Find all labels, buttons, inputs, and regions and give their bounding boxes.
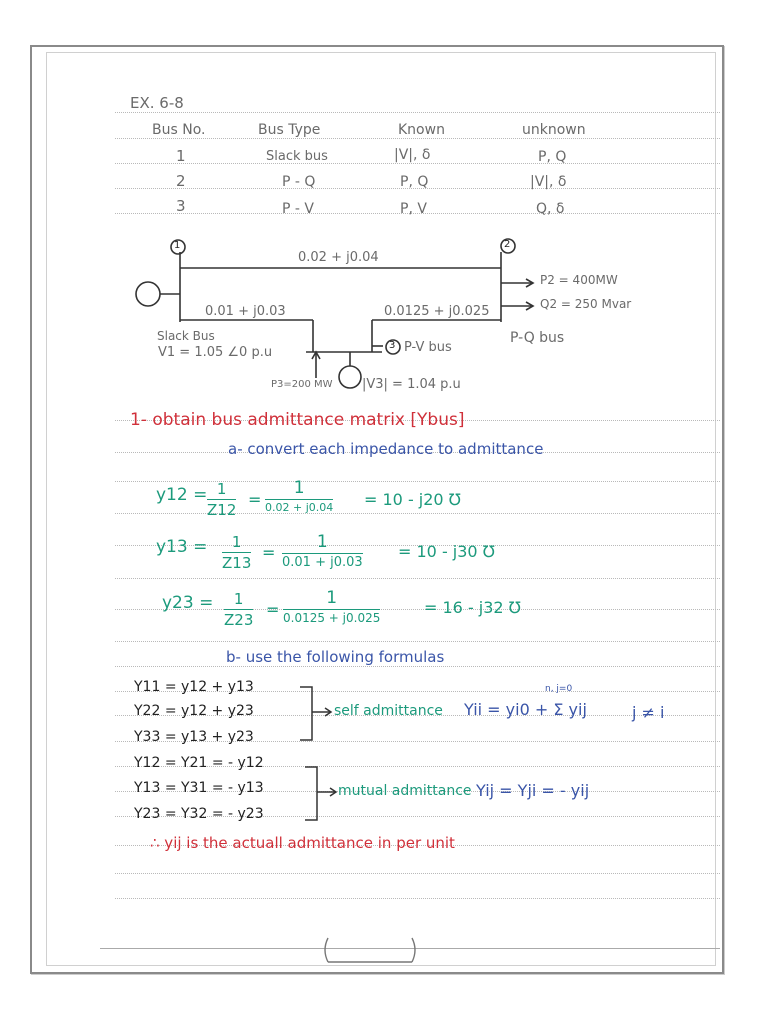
- row2-bus: 2: [176, 172, 186, 190]
- self-sum-limits: n, j=0: [545, 684, 573, 694]
- row3-known: P, V: [400, 201, 427, 217]
- pv-bus-label: P-V bus: [404, 340, 452, 355]
- bus1-number: 1: [174, 240, 181, 251]
- example-label: EX. 6-8: [130, 94, 184, 112]
- pq-bus-label: P-Q bus: [510, 330, 565, 346]
- row2-known: P, Q: [400, 174, 429, 190]
- step-b-heading: b- use the following formulas: [226, 648, 445, 666]
- y23-frac2: 1 0.0125 + j0.025: [283, 588, 381, 625]
- q2-label: Q2 = 250 Mvar: [540, 297, 632, 311]
- row1-type: Slack bus: [266, 149, 328, 164]
- p2-label: P2 = 400MW: [540, 273, 618, 287]
- y12-frac1: $\frac{1}{Z12}$: [207, 480, 237, 519]
- v1-label: V1 = 1.05 ∠0 p.u: [158, 345, 273, 360]
- y13-frac1: $\frac{1}{Z13}$: [222, 533, 252, 572]
- y23-frac1: $\frac{1}{Z23}$: [224, 590, 254, 629]
- y13-mutual-formula: Y13 = Y31 = - y13: [134, 780, 264, 796]
- y13-result: = 10 - j30 ℧: [398, 542, 495, 561]
- bus3-number: 3: [389, 340, 396, 351]
- bus2-number: 2: [504, 239, 511, 250]
- row3-type: P - V: [282, 201, 314, 217]
- y13-frac2: 1 0.01 + j0.03: [282, 532, 363, 570]
- header-known: Known: [398, 122, 445, 138]
- p3-label: P3=200 MW: [271, 379, 333, 390]
- note-line: ∴ yij is the actuall admittance in per unit: [150, 834, 455, 852]
- header-unknown: unknown: [522, 122, 586, 138]
- y12-result: = 10 - j20 ℧: [364, 490, 461, 509]
- row1-bus: 1: [176, 147, 186, 165]
- row2-type: P - Q: [282, 174, 316, 190]
- self-admittance-label: self admittance: [334, 703, 443, 719]
- y12-mutual-formula: Y12 = Y21 = - y12: [134, 755, 264, 771]
- row3-bus: 3: [176, 197, 186, 215]
- y33-formula: Y33 = y13 + y23: [134, 729, 254, 745]
- mutual-admittance-label: mutual admittance: [338, 783, 472, 799]
- slack-bus-label: Slack Bus: [157, 329, 215, 343]
- y12-lhs: y12 =: [156, 485, 208, 505]
- step-a-heading: a- convert each impedance to admittance: [228, 440, 544, 458]
- y11-formula: Y11 = y12 + y13: [134, 679, 254, 695]
- self-admittance-eq: Yii = yi0 + Σ yij: [464, 700, 587, 719]
- line13-impedance: 0.01 + j0.03: [205, 304, 286, 319]
- y23-lhs: y23 =: [162, 593, 214, 613]
- y13-lhs: y13 =: [156, 537, 208, 557]
- header-bus-no: Bus No.: [152, 122, 206, 138]
- row2-unknown: |V|, δ: [530, 174, 567, 190]
- y22-formula: Y22 = y12 + y23: [134, 703, 254, 719]
- y23-result: = 16 - j32 ℧: [424, 598, 521, 617]
- y12-frac2: 1 0.02 + j0.04: [265, 478, 334, 514]
- line12-impedance: 0.02 + j0.04: [298, 250, 379, 265]
- line23-impedance: 0.0125 + j0.025: [384, 304, 490, 319]
- y23-mutual-formula: Y23 = Y32 = - y23: [134, 806, 264, 822]
- header-bus-type: Bus Type: [258, 122, 321, 138]
- mutual-admittance-eq: Yij = Yji = - yij: [476, 781, 590, 800]
- step1-heading: 1- obtain bus admittance matrix [Ybus]: [130, 410, 465, 430]
- row1-unknown: P, Q: [538, 149, 567, 165]
- row1-known: |V|, δ: [394, 147, 431, 163]
- v3-label: |V3| = 1.04 p.u: [362, 377, 461, 392]
- self-condition: j ≠ i: [632, 703, 665, 722]
- row3-unknown: Q, δ: [536, 201, 565, 217]
